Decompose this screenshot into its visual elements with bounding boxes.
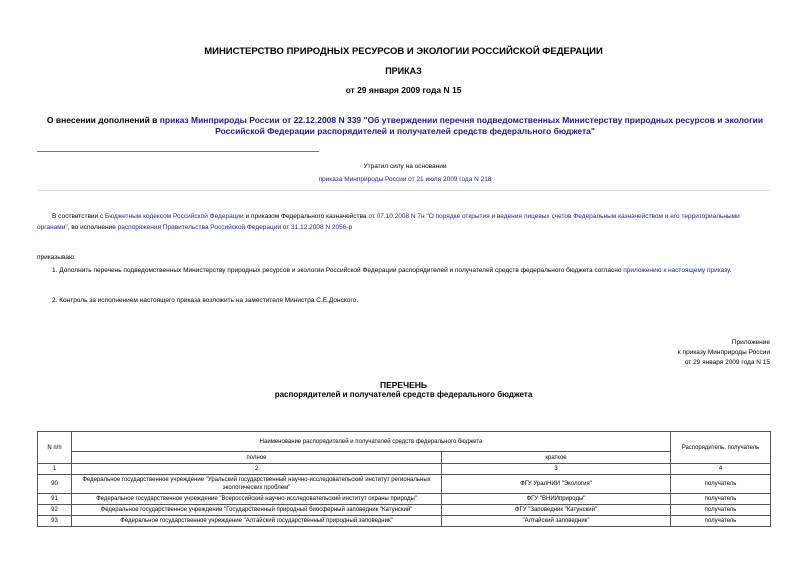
lost-force-note: Утратил силу на основании <box>363 163 447 170</box>
row-full-name: Федеральное государственное учреждение "Государственный природный биосферный заповедник "Катунский" <box>72 505 442 516</box>
header-num: N п/п <box>38 432 72 464</box>
government-order-link[interactable]: распоряжения Правительства Российской Федерации от 31.12.2008 N 2056-р <box>117 224 353 231</box>
col-num: 4 <box>671 464 771 475</box>
doc-type-heading: ПРИКАЗ <box>385 66 422 76</box>
col-num: 1 <box>38 464 72 475</box>
col-num: 3 <box>442 464 671 475</box>
divider <box>37 151 319 152</box>
preamble-text: В соответствии с <box>52 213 106 220</box>
recipients-table <box>37 431 771 527</box>
title-prefix: О внесении дополнений в <box>46 115 160 125</box>
list-title: ПЕРЕЧЕНЬ <box>379 380 427 390</box>
row-num: 93 <box>38 516 72 527</box>
clause-1 <box>37 265 770 276</box>
title-order-link[interactable]: приказ Минприроды России от 22.12.2008 N 339 "Об утверждении перечня подведомственных Министерству природных ресурсов и экологии Российской Федерации распорядителей и получателей средств федерального бюджета" <box>159 115 764 136</box>
row-role: получатель <box>671 494 771 505</box>
row-short-name: ФГУ "Заповедник "Катунский" <box>442 505 671 516</box>
order-word: приказываю: <box>37 254 76 261</box>
header-full: полное <box>72 452 442 464</box>
row-role: получатель <box>671 505 771 516</box>
clause-1-text: 1. Дополнить перечень подведомственных Министерству природных ресурсов и экологии Российской Федерации распорядителей и получателей средств федерального бюджета согласно <box>52 267 624 274</box>
table-row <box>38 516 771 527</box>
header-role: Распорядитель, получатель <box>671 432 771 464</box>
row-short-name: ФГУ "ВНИИприроды" <box>442 494 671 505</box>
row-num: 92 <box>38 505 72 516</box>
table-row <box>38 505 771 516</box>
divider <box>37 190 770 191</box>
row-role: получатель <box>671 475 771 494</box>
document-title <box>40 115 770 137</box>
treasury-order-link[interactable]: от 07.10.2008 N 7н "О порядке открытия и ведения лицевых счетов Федеральным казначейством и его территориальными органами" <box>37 213 740 231</box>
row-role: получатель <box>671 516 771 527</box>
list-subtitle: распорядителей и получателей средств федерального бюджета <box>274 390 533 399</box>
ministry-heading: МИНИСТЕРСТВО ПРИРОДНЫХ РЕСУРСОВ И ЭКОЛОГИИ РОССИЙСКОЙ ФЕДЕРАЦИИ <box>204 46 603 57</box>
row-short-name: ФГУ УралНИИ "Экология" <box>442 475 671 494</box>
appendix-date: от 29 января 2009 года N 15 <box>684 359 770 366</box>
header-short: краткое <box>442 452 671 464</box>
row-num: 90 <box>38 475 72 494</box>
preamble-paragraph <box>37 211 770 233</box>
lost-force-link[interactable]: приказа Минприроды России от 21 июля 2009 года N 218 <box>318 176 492 183</box>
table-row <box>38 494 771 505</box>
clause-1-end: . <box>729 267 732 274</box>
preamble-text: , во исполнение <box>67 224 118 231</box>
header-names: Наименование распорядителей и получателей средств федерального бюджета <box>72 432 671 452</box>
col-num: 2 <box>72 464 442 475</box>
row-num: 91 <box>38 494 72 505</box>
row-full-name: Федеральное государственное учреждение "Всероссийский научно-исследовательский институт охраны природы" <box>72 494 442 505</box>
budget-code-link[interactable]: Бюджетным кодексом Российской Федерации <box>105 213 244 220</box>
table-row <box>38 475 771 494</box>
preamble-text: и приказом Федерального казначейства <box>243 213 369 220</box>
row-full-name: Федеральное государственное учреждение "Алтайский государственный природный заповедник" <box>72 516 442 527</box>
clause-2: 2. Контроль за исполнением настоящего приказа возложить на заместителя Министра С.Е.Донского. <box>52 297 359 304</box>
doc-date: от 29 января 2009 года N 15 <box>345 85 462 95</box>
appendix-link[interactable]: приложению к настоящему приказу <box>623 267 730 274</box>
row-full-name: Федеральное государственное учреждение "Уральский государственный научно-исследовательский институт региональных экологических проблем" <box>72 475 442 494</box>
appendix-ref: к приказу Минприроды России <box>677 349 770 356</box>
row-short-name: "Алтайский заповедник" <box>442 516 671 527</box>
appendix-label: Приложение <box>731 339 770 346</box>
